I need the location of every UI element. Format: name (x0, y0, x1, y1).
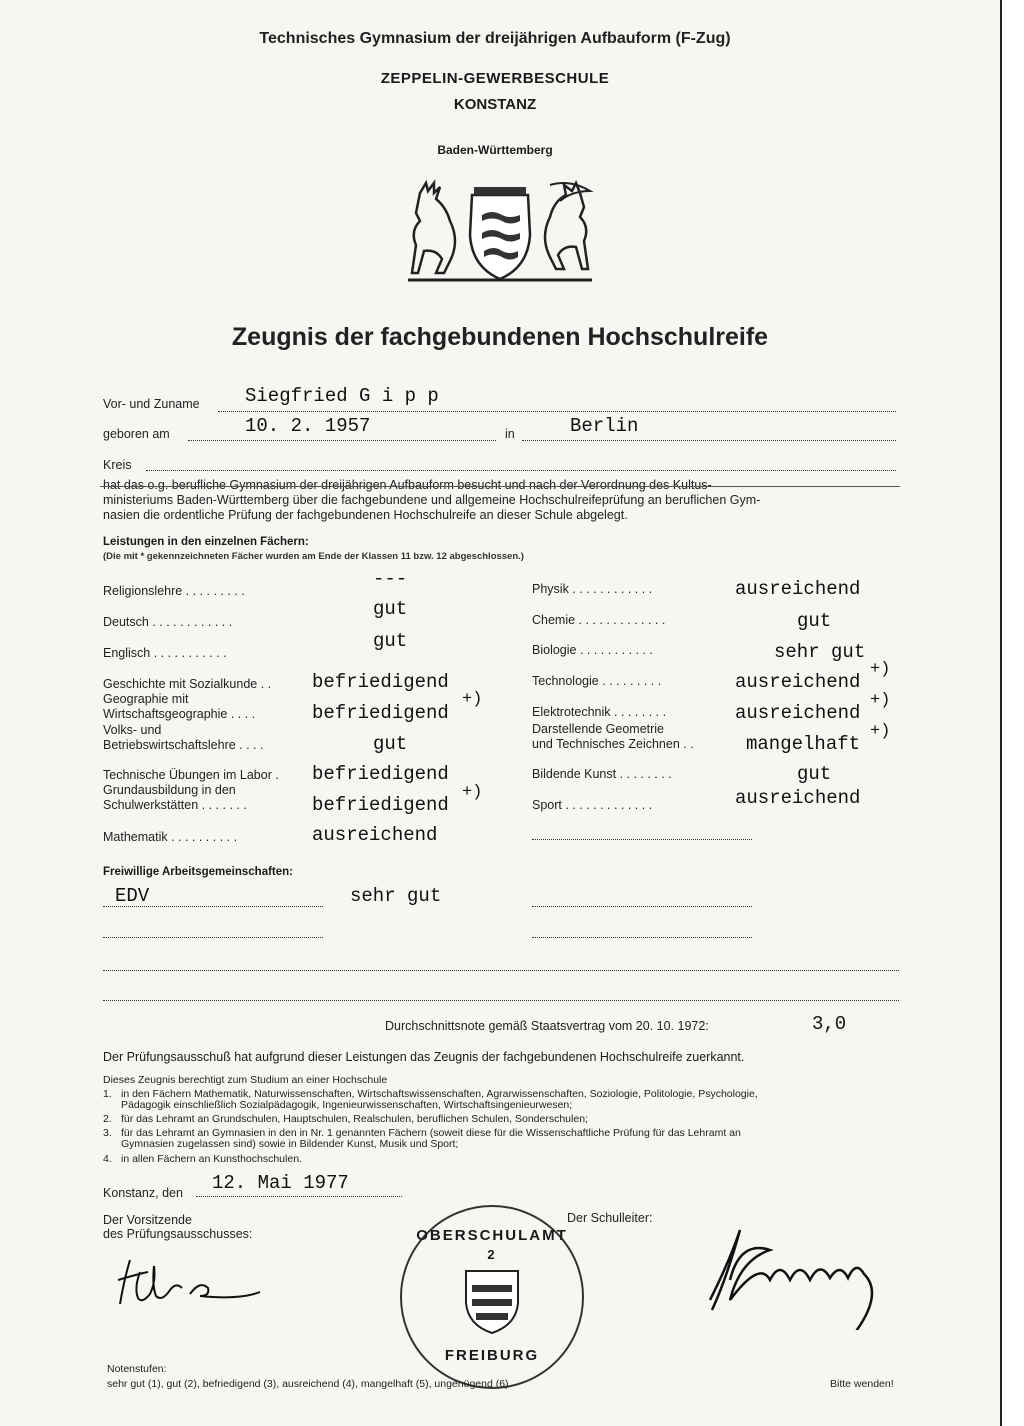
subject-grade: ausreichend (735, 578, 861, 600)
blank-line (532, 933, 752, 938)
subject-label: Religionslehre . . . . . . . . . (103, 584, 245, 598)
intro-line-2: ministeriums Baden-Württemberg über die fachgebundene und allgemeine Hochschulreifeprüfung an beruflichen Gym- (103, 493, 761, 507)
subject-grade: gut (373, 598, 408, 620)
blank-line (103, 933, 323, 938)
state-name: Baden-Württemberg (437, 143, 553, 157)
subject-grade: --- (373, 568, 408, 590)
born-value: 10. 2. 1957 (245, 415, 371, 437)
blank-line (532, 835, 752, 840)
subject-mark: +) (870, 722, 891, 741)
seal-number: 2 (487, 1247, 497, 1262)
subject-label-2: Betriebswirtschaftslehre . . . . (103, 738, 264, 752)
entitlement-text: für das Lehramt an Grundschulen, Hauptschulen, Realschulen, beruflichen Schulen, Sonderschulen; (121, 1113, 588, 1125)
subject-grade: gut (373, 733, 408, 755)
grades-note: (Die mit * gekennzeichneten Fächer wurden am Ende der Klassen 11 bzw. 12 abgeschlossen.) (103, 551, 524, 562)
subject-label: Mathematik . . . . . . . . . . (103, 830, 238, 844)
entitlement-text: Gymnasien zugelassen sind) sowie in Bildender Kunst, Musik und Sport; (121, 1138, 459, 1150)
subject-grade: gut (373, 630, 408, 652)
voluntary-subject: EDV (115, 885, 150, 907)
born-label: geboren am (103, 427, 170, 441)
entitlement-text: Pädagogik einschließlich Sozialpädagogik, Ingenieurwissenschaften, Wirtschaftsingenieurwesen; (121, 1099, 573, 1111)
blank-line (103, 996, 899, 1001)
subject-mark: +) (462, 690, 483, 709)
head-label: Der Schulleiter: (567, 1211, 653, 1225)
subject-label: Bildende Kunst . . . . . . . . (532, 767, 672, 781)
subject-grade: befriedigend (312, 671, 449, 693)
seal-arms-emblem (462, 1265, 522, 1335)
average-label: Durchschnittsnote gemäß Staatsvertrag vom 20. 10. 1972: (385, 1019, 709, 1033)
name-label: Vor- und Zuname (103, 397, 200, 411)
certificate-title: Zeugnis der fachgebundenen Hochschulreife (231, 323, 769, 351)
subject-label: Darstellende Geometrie (532, 722, 665, 736)
name-value: Siegfried G i p p (245, 385, 439, 407)
subject-mark: +) (870, 660, 891, 679)
place-value: Berlin (570, 415, 639, 437)
place-date-label: Konstanz, den (103, 1186, 183, 1200)
grade-scale-text: sehr gut (1), gut (2), befriedigend (3), ausreichend (4), mangelhaft (5), ungenügend (6) (107, 1378, 509, 1390)
award-text: Der Prüfungsausschuß hat aufgrund dieser Leistungen das Zeugnis der fachgebundenen Hochschulreife zuerkannt. (103, 1050, 745, 1064)
subject-grade: ausreichend (312, 824, 438, 846)
blank-line (103, 966, 899, 971)
turn-over-note: Bitte wenden! (830, 1378, 894, 1390)
head-signature-image (690, 1220, 930, 1330)
subject-grade: befriedigend (312, 794, 449, 816)
subject-grade: sehr gut (774, 641, 866, 663)
crease-line (100, 486, 900, 487)
chair-label-1: Der Vorsitzende (103, 1213, 192, 1227)
subject-grade: mangelhaft (746, 733, 861, 755)
entitlement-num: 3. (103, 1127, 112, 1139)
seal-top-text: OBERSCHULAMT (416, 1227, 568, 1244)
intro-line-3: nasien die ordentliche Prüfung der fachgebundenen Hochschulreife an dieser Schule abgelegt. (103, 508, 628, 522)
voluntary-grade: sehr gut (350, 885, 442, 907)
grades-heading: Leistungen in den einzelnen Fächern: (103, 536, 309, 548)
chair-signature-image (110, 1250, 270, 1310)
blank-line (532, 902, 752, 907)
entitlement-text: in allen Fächern an Kunsthochschulen. (121, 1153, 302, 1165)
subject-label: Englisch . . . . . . . . . . . (103, 646, 227, 660)
entitlement-num: 4. (103, 1153, 112, 1165)
subject-label: Physik . . . . . . . . . . . . (532, 582, 653, 596)
school-city: KONSTANZ (453, 96, 537, 113)
voluntary-heading: Freiwillige Arbeitsgemeinschaften: (103, 866, 294, 878)
subject-label-2: Schulwerkstätten . . . . . . . (103, 798, 247, 812)
school-type: Technisches Gymnasium der dreijährigen Aufbauform (F-Zug) (259, 30, 731, 47)
subject-label: Geographie mit (103, 692, 189, 706)
subject-label: Biologie . . . . . . . . . . . (532, 643, 653, 657)
official-seal (400, 1205, 584, 1389)
subject-grade: ausreichend (735, 671, 861, 693)
kreis-line (146, 464, 896, 471)
entitlement-text: in den Fächern Mathematik, Naturwissenschaften, Wirtschaftswissenschaften, Agrarwissenschaften, Soziologie, Politologie, Psychologie, (121, 1088, 758, 1100)
subject-label: Technische Übungen im Labor . (103, 768, 279, 782)
subject-label-2: und Technisches Zeichnen . . (532, 737, 694, 751)
subject-mark: +) (462, 783, 483, 802)
coat-of-arms-emblem (400, 175, 600, 290)
subject-grade: befriedigend (312, 763, 449, 785)
subject-label: Technologie . . . . . . . . . (532, 674, 662, 688)
entitlement-intro: Dieses Zeugnis berechtigt zum Studium an einer Hochschule (103, 1074, 388, 1086)
school-name: ZEPPELIN-GEWERBESCHULE (380, 70, 610, 87)
subject-label: Geschichte mit Sozialkunde . . (103, 677, 272, 691)
kreis-label: Kreis (103, 458, 132, 472)
voluntary-line (103, 902, 323, 907)
born-place-label: in (505, 427, 515, 441)
subject-grade: befriedigend (312, 702, 449, 724)
entitlement-num: 2. (103, 1113, 112, 1125)
subject-grade: gut (797, 610, 832, 632)
subject-label: Deutsch . . . . . . . . . . . . (103, 615, 233, 629)
subject-label: Sport . . . . . . . . . . . . . (532, 798, 653, 812)
average-value: 3,0 (812, 1013, 847, 1035)
subject-label: Chemie . . . . . . . . . . . . . (532, 613, 666, 627)
date-value: 12. Mai 1977 (212, 1172, 349, 1194)
page-edge (1000, 0, 1024, 1426)
seal-bottom-text: FREIBURG (444, 1347, 540, 1364)
subject-grade: ausreichend (735, 787, 861, 809)
subject-grade: gut (797, 763, 832, 785)
subject-grade: ausreichend (735, 702, 861, 724)
intro-line-1: hat das o.g. berufliche Gymnasium der dreijährigen Aufbauform besucht und nach der Verordnung des Kultus- (103, 478, 712, 492)
subject-label: Volks- und (103, 723, 162, 737)
grade-scale-label: Notenstufen: (107, 1363, 167, 1375)
subject-label: Elektrotechnik . . . . . . . . (532, 705, 667, 719)
subject-mark: +) (870, 691, 891, 710)
subject-label: Grundausbildung in den (103, 783, 236, 797)
subject-label-2: Wirtschaftsgeographie . . . . (103, 707, 256, 721)
entitlement-text: für das Lehramt an Gymnasien in den in Nr. 1 genannten Fächern (soweit diese für die Wissenschaftliche Prüfung für das Lehramt an (121, 1127, 741, 1139)
chair-label-2: des Prüfungsausschusses: (103, 1227, 253, 1241)
entitlement-num: 1. (103, 1088, 112, 1100)
